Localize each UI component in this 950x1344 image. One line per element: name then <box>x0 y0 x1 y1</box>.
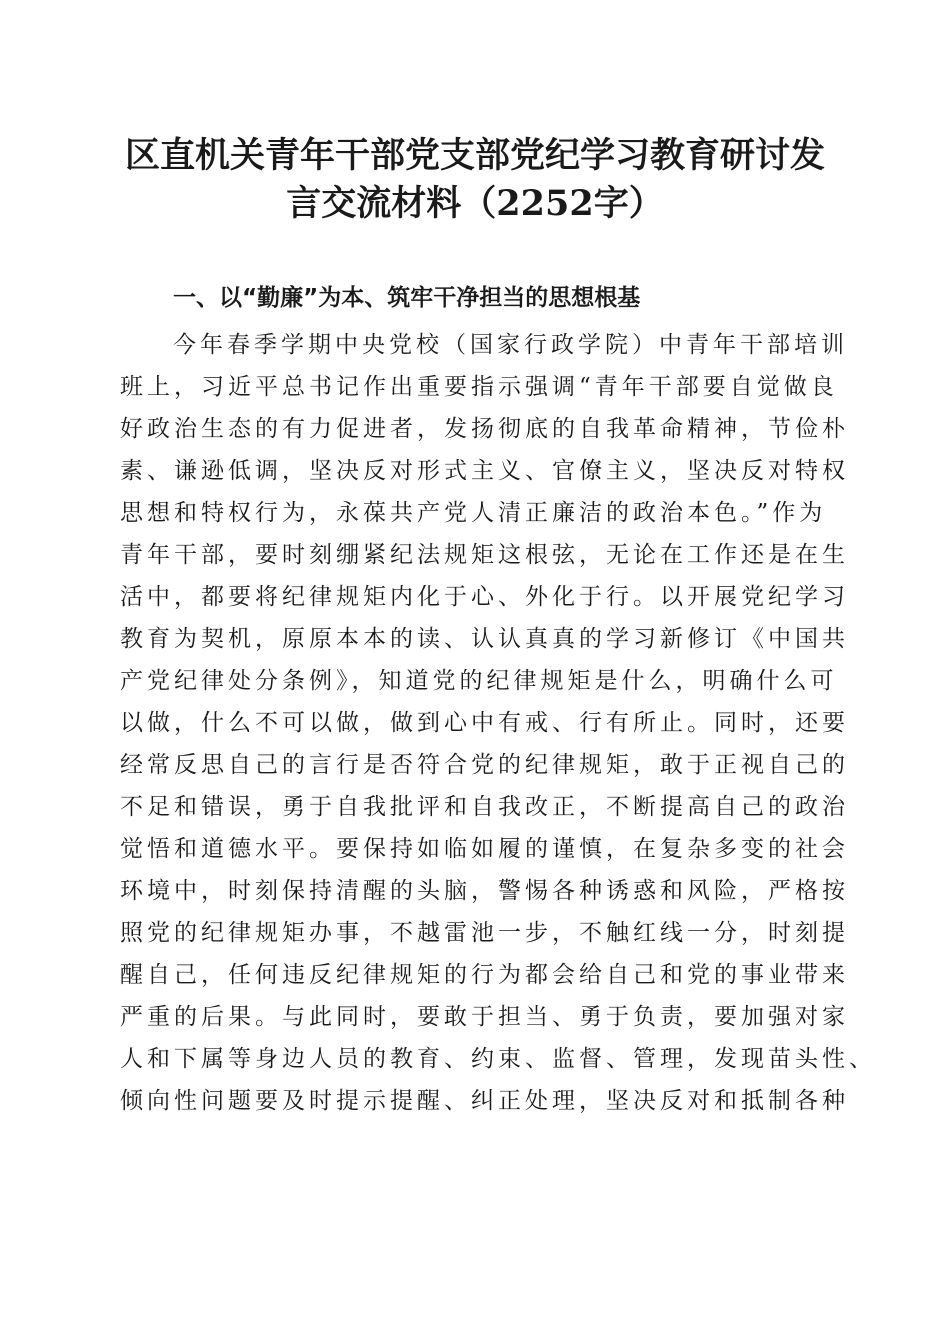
title-line-2: 言交流材料（2252字） <box>286 183 664 224</box>
paragraph-line: 倾向性问题要及时提示提醒、纠正处理，坚决反对和抵制各种 <box>120 1088 849 1114</box>
section-heading: 一、以“勤廉”为本、筑牢干净担当的思想根基 <box>173 285 641 311</box>
paragraph-line: 不足和错误，勇于自我批评和自我改正，不断提高自己的政治 <box>120 794 849 820</box>
paragraph-line: 照党的纪律规矩办事，不越雷池一步，不触红线一分，时刻提 <box>120 920 849 946</box>
paragraph-line: 人和下属等身边人员的教育、约束、监督、管理，发现苗头性、 <box>120 1046 876 1072</box>
body-paragraph <box>120 324 876 1122</box>
paragraph-line: 环境中，时刻保持清醒的头脑，警惕各种诱惑和风险，严格按 <box>120 878 849 904</box>
paragraph-line: 严重的后果。与此同时，要敢于担当、勇于负责，要加强对家 <box>120 1004 849 1030</box>
paragraph-line: 好政治生态的有力促进者，发扬彻底的自我革命精神，节俭朴 <box>120 416 849 442</box>
paragraph-line: 教育为契机，原原本本的读、认认真真的学习新修订《中国共 <box>120 626 849 652</box>
document-title <box>95 132 855 228</box>
title-line-1: 区直机关青年干部党支部党纪学习教育研讨发 <box>124 135 825 176</box>
paragraph-line: 觉悟和道德水平。要保持如临如履的谨慎，在复杂多变的社会 <box>120 836 849 862</box>
paragraph-line: 醒自己，任何违反纪律规矩的行为都会给自己和党的事业带来 <box>120 962 849 988</box>
paragraph-line: 思想和特权行为，永葆共产党人清正廉洁的政治本色。”作为 <box>120 500 827 526</box>
paragraph-line: 经常反思自己的言行是否符合党的纪律规矩，敢于正视自己的 <box>120 752 849 778</box>
paragraph-line: 活中，都要将纪律规矩内化于心、外化于行。以开展党纪学习 <box>120 584 849 610</box>
paragraph-line: 素、谦逊低调，坚决反对形式主义、官僚主义，坚决反对特权 <box>120 458 849 484</box>
paragraph-line: 今年春季学期中央党校（国家行政学院）中青年干部培训 <box>173 332 848 358</box>
paragraph-line: 以做，什么不可以做，做到心中有戒、行有所止。同时，还要 <box>120 710 849 736</box>
paragraph-line: 产党纪律处分条例》，知道党的纪律规矩是什么，明确什么可 <box>120 668 838 694</box>
paragraph-line: 青年干部，要时刻绷紧纪法规矩这根弦，无论在工作还是在生 <box>120 542 849 568</box>
paragraph-line: 班上，习近平总书记作出重要指示强调“青年干部要自觉做良 <box>120 374 838 400</box>
